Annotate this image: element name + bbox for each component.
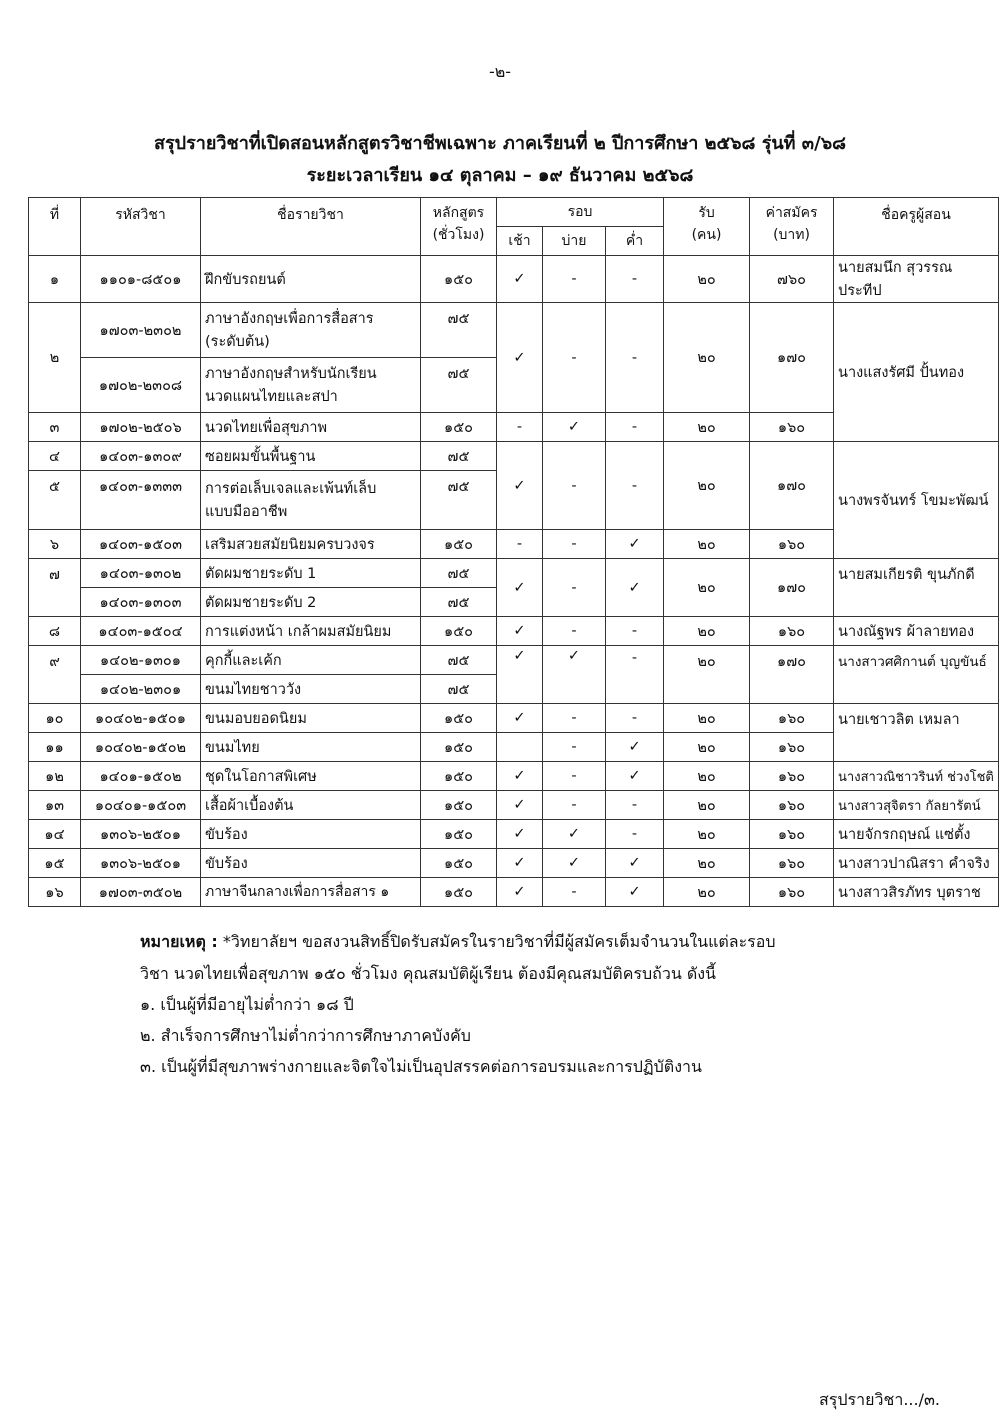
cell-fee: ๑๖๐ (750, 413, 834, 442)
cell-name: เสริมสวยสมัยนิยมครบวงจร (201, 530, 421, 559)
cell-fee: ๑๖๐ (750, 617, 834, 646)
header-fee-line1: ค่าสมัคร (765, 205, 818, 221)
cell-no: ๙ (29, 646, 81, 704)
cell-name (201, 471, 421, 530)
table-row (29, 617, 999, 646)
cell-no: ๗ (29, 559, 81, 617)
cell-evening: - (606, 617, 664, 646)
cell-evening: ✓ (606, 733, 664, 762)
header-morning: เช้า (497, 227, 543, 256)
cell-teacher: นางณัฐพร ผ้าลายทอง (834, 617, 999, 646)
cell-capacity: ๒๐ (664, 849, 750, 878)
cell-hours: ๑๕๐ (421, 733, 497, 762)
cell-fee: ๗๖๐ (750, 256, 834, 303)
cell-teacher: นางพรจันทร์ โขมะพัฒน์ (834, 442, 999, 559)
cell-no: ๘ (29, 617, 81, 646)
table-row (29, 849, 999, 878)
cell-afternoon: - (543, 559, 606, 617)
table-row (29, 646, 999, 675)
cell-evening: - (606, 413, 664, 442)
cell-fee: ๑๖๐ (750, 849, 834, 878)
cell-teacher: นายสมเกียรติ ขุนภักดี (834, 559, 999, 617)
cell-code: ๑๗๐๒-๒๕๐๖ (81, 413, 201, 442)
cell-no: ๒ (29, 303, 81, 413)
cell-evening: - (606, 303, 664, 413)
cell-capacity: ๒๐ (664, 413, 750, 442)
header-hours (421, 198, 497, 256)
cell-hours: ๗๕ (421, 646, 497, 675)
header-fee (750, 198, 834, 256)
cell-evening: ✓ (606, 762, 664, 791)
cell-morning: ✓ (497, 303, 543, 413)
cell-afternoon: ✓ (543, 820, 606, 849)
cell-hours: ๗๕ (421, 442, 497, 471)
table-row (29, 303, 999, 358)
cell-name: ขับร้อง (201, 849, 421, 878)
cell-name-line1: ภาษาอังกฤษสำหรับนักเรียน (205, 366, 377, 382)
cell-afternoon: - (543, 704, 606, 733)
cell-fee: ๑๗๐ (750, 442, 834, 530)
cell-hours: ๗๕ (421, 303, 497, 358)
note-item1: ๑. เป็นผู้ที่มีอายุไม่ต่ำกว่า ๑๘ ปี (140, 995, 354, 1014)
cell-teacher: นายเชาวลิต เหมลา (834, 704, 999, 762)
cell-morning: ✓ (497, 704, 543, 733)
cell-code: ๑๐๔๐๒-๑๕๐๑ (81, 704, 201, 733)
cell-afternoon: - (543, 878, 606, 907)
cell-capacity: ๒๐ (664, 442, 750, 530)
cell-teacher: นางสาวสิรภัทร บุตราช (834, 878, 999, 907)
header-teacher: ชื่อครูผู้สอน (834, 198, 999, 256)
cell-afternoon: - (543, 733, 606, 762)
table-row (29, 762, 999, 791)
cell-code: ๑๔๐๓-๑๓๐๒ (81, 559, 201, 588)
header-no: ที่ (29, 198, 81, 256)
cell-morning: ✓ (497, 878, 543, 907)
cell-no: ๑๔ (29, 820, 81, 849)
cell-capacity: ๒๐ (664, 530, 750, 559)
cell-evening: - (606, 646, 664, 704)
header-capacity-line2: (คน) (691, 227, 722, 243)
continuation-footer: สรุปรายวิชา.../๓. (819, 1390, 940, 1409)
cell-hours: ๑๕๐ (421, 530, 497, 559)
note-line2: วิชา นวดไทยเพื่อสุขภาพ ๑๕๐ ชั่วโมง คุณสมบัติผู้เรียน ต้องมีคุณสมบัติครบถ้วน ดังนี้ (140, 964, 716, 983)
cell-name: ภาษาจีนกลางเพื่อการสื่อสาร ๑ (201, 878, 421, 907)
header-fee-line2: (บาท) (773, 227, 810, 243)
cell-name: ขับร้อง (201, 820, 421, 849)
cell-capacity: ๒๐ (664, 733, 750, 762)
cell-no: ๑ (29, 256, 81, 303)
cell-name: ตัดผมชายระดับ 2 (201, 588, 421, 617)
cell-code: ๑๗๐๓-๒๓๐๒ (81, 303, 201, 358)
cell-name: คุกกี้และเค้ก (201, 646, 421, 675)
cell-no: ๑๓ (29, 791, 81, 820)
document-title: สรุปรายวิชาที่เปิดสอนหลักสูตรวิชาชีพเฉพาะ ภาคเรียนที่ ๒ ปีการศึกษา ๒๕๖๘ รุ่นที่ ๓/๖๘ (153, 133, 846, 154)
cell-evening: - (606, 704, 664, 733)
cell-capacity: ๒๐ (664, 559, 750, 617)
cell-teacher: นายจักรกฤษณ์ แซ่ตั้ง (834, 820, 999, 849)
header-afternoon: บ่าย (543, 227, 606, 256)
cell-code: ๑๐๔๐๑-๑๕๐๓ (81, 791, 201, 820)
cell-code: ๑๔๐๒-๒๓๐๑ (81, 675, 201, 704)
cell-name-line2: (ระดับต้น) (205, 334, 270, 350)
cell-no: ๑๖ (29, 878, 81, 907)
cell-morning: ✓ (497, 646, 543, 704)
cell-name: ขนมไทยชาววัง (201, 675, 421, 704)
header-sessions: รอบ (497, 198, 664, 227)
cell-code: ๑๐๔๐๒-๑๕๐๒ (81, 733, 201, 762)
cell-capacity: ๒๐ (664, 878, 750, 907)
cell-evening: ✓ (606, 559, 664, 617)
cell-capacity: ๒๐ (664, 791, 750, 820)
header-hours-line2: (ชั่วโมง) (432, 227, 485, 243)
cell-no: ๑๒ (29, 762, 81, 791)
cell-afternoon: - (543, 617, 606, 646)
cell-evening: ✓ (606, 530, 664, 559)
cell-name: ชุดในโอกาสพิเศษ (201, 762, 421, 791)
cell-name: ตัดผมชายระดับ 1 (201, 559, 421, 588)
cell-code: ๑๑๐๑-๘๕๐๑ (81, 256, 201, 303)
header-hours-line1: หลักสูตร (432, 205, 485, 221)
cell-afternoon: ✓ (543, 646, 606, 704)
cell-hours: ๑๕๐ (421, 791, 497, 820)
cell-no: ๖ (29, 530, 81, 559)
cell-fee: ๑๖๐ (750, 791, 834, 820)
course-schedule-table (28, 197, 999, 907)
cell-afternoon: - (543, 530, 606, 559)
cell-teacher: นางแสงรัศมี ปั้นทอง (834, 303, 999, 442)
cell-hours: ๑๕๐ (421, 256, 497, 303)
cell-morning (497, 733, 543, 762)
cell-code: ๑๔๐๓-๑๕๐๓ (81, 530, 201, 559)
table-row (29, 820, 999, 849)
document-subtitle: ระยะเวลาเรียน ๑๔ ตุลาคม – ๑๙ ธันวาคม ๒๕๖๘ (306, 165, 694, 186)
cell-hours: ๑๕๐ (421, 617, 497, 646)
cell-name-line1: การต่อเล็บเจลและเพ้นท์เล็บ (205, 481, 377, 497)
cell-teacher: นางสาวปาณิสรา คำจริง (834, 849, 999, 878)
cell-capacity: ๒๐ (664, 303, 750, 413)
cell-name: ขนมไทย (201, 733, 421, 762)
cell-afternoon: ✓ (543, 849, 606, 878)
cell-morning: ✓ (497, 762, 543, 791)
cell-name: นวดไทยเพื่อสุขภาพ (201, 413, 421, 442)
cell-fee: ๑๖๐ (750, 530, 834, 559)
cell-code: ๑๔๐๒-๑๓๐๑ (81, 646, 201, 675)
cell-fee: ๑๗๐ (750, 646, 834, 704)
cell-name: ฝึกขับรถยนต์ (201, 256, 421, 303)
cell-name-line2: นวดแผนไทยและสปา (205, 389, 338, 405)
cell-code: ๑๔๐๓-๑๓๓๓ (81, 471, 201, 530)
table-row (29, 256, 999, 303)
cell-hours: ๑๕๐ (421, 849, 497, 878)
cell-hours: ๗๕ (421, 471, 497, 530)
cell-morning: ✓ (497, 256, 543, 303)
cell-fee: ๑๖๐ (750, 733, 834, 762)
cell-hours: ๗๕ (421, 675, 497, 704)
cell-no: ๑๐ (29, 704, 81, 733)
cell-no: ๑๕ (29, 849, 81, 878)
cell-morning: ✓ (497, 791, 543, 820)
note-label: หมายเหตุ : (140, 932, 218, 951)
cell-afternoon: - (543, 791, 606, 820)
table-row (29, 704, 999, 733)
cell-morning: ✓ (497, 559, 543, 617)
cell-morning: - (497, 530, 543, 559)
cell-morning: ✓ (497, 849, 543, 878)
cell-hours: ๑๕๐ (421, 820, 497, 849)
cell-evening: - (606, 442, 664, 530)
cell-no: ๑๑ (29, 733, 81, 762)
table-row (29, 559, 999, 588)
header-capacity (664, 198, 750, 256)
cell-capacity: ๒๐ (664, 762, 750, 791)
cell-fee: ๑๖๐ (750, 762, 834, 791)
cell-hours: ๑๕๐ (421, 704, 497, 733)
cell-afternoon: - (543, 256, 606, 303)
cell-name-line2: แบบมืออาชีพ (205, 504, 288, 520)
header-evening: ค่ำ (606, 227, 664, 256)
note-item2: ๒. สำเร็จการศึกษาไม่ต่ำกว่าการศึกษาภาคบังคับ (140, 1026, 471, 1045)
cell-code: ๑๔๐๓-๑๓๐๓ (81, 588, 201, 617)
cell-afternoon: - (543, 442, 606, 530)
header-name: ชื่อรายวิชา (201, 198, 421, 256)
cell-capacity: ๒๐ (664, 617, 750, 646)
cell-no: ๓ (29, 413, 81, 442)
cell-teacher: นางสาวสุจิตรา กัลยารัตน์ (834, 791, 999, 820)
header-code: รหัสวิชา (81, 198, 201, 256)
cell-name: การแต่งหน้า เกล้าผมสมัยนิยม (201, 617, 421, 646)
page-number: -๒- (488, 62, 512, 81)
cell-fee: ๑๖๐ (750, 704, 834, 733)
cell-fee: ๑๗๐ (750, 559, 834, 617)
cell-afternoon: ✓ (543, 413, 606, 442)
cell-code: ๑๔๐๑-๑๕๐๒ (81, 762, 201, 791)
cell-fee: ๑๗๐ (750, 303, 834, 413)
cell-code: ๑๓๐๖-๒๕๐๑ (81, 849, 201, 878)
cell-code: ๑๔๐๓-๑๓๐๙ (81, 442, 201, 471)
header-capacity-line1: รับ (698, 205, 715, 221)
cell-morning: - (497, 413, 543, 442)
cell-no: ๕ (29, 471, 81, 530)
cell-evening: - (606, 791, 664, 820)
cell-capacity: ๒๐ (664, 704, 750, 733)
cell-teacher: นายสมนึก สุวรรณประทีป (834, 256, 999, 303)
cell-fee: ๑๖๐ (750, 820, 834, 849)
cell-capacity: ๒๐ (664, 820, 750, 849)
cell-fee: ๑๖๐ (750, 878, 834, 907)
table-row (29, 442, 999, 471)
cell-teacher: นางสาวศศิกานต์ บุญขันธ์ (834, 646, 999, 704)
cell-name (201, 303, 421, 358)
cell-afternoon: - (543, 303, 606, 413)
cell-no: ๔ (29, 442, 81, 471)
note-item3: ๓. เป็นผู้ที่มีสุขภาพร่างกายและจิตใจไม่เป็นอุปสรรคต่อการอบรมและการปฏิบัติงาน (140, 1057, 702, 1076)
cell-hours: ๗๕ (421, 358, 497, 413)
cell-hours: ๑๕๐ (421, 878, 497, 907)
cell-hours: ๗๕ (421, 588, 497, 617)
cell-evening: ✓ (606, 849, 664, 878)
cell-teacher: นางสาวณิชาวรินท์ ช่วงโชติ (834, 762, 999, 791)
cell-code: ๑๗๐๓-๓๕๐๒ (81, 878, 201, 907)
cell-hours: ๑๕๐ (421, 762, 497, 791)
cell-afternoon: - (543, 762, 606, 791)
cell-hours: ๗๕ (421, 559, 497, 588)
cell-morning: ✓ (497, 820, 543, 849)
cell-evening: ✓ (606, 878, 664, 907)
table-row (29, 791, 999, 820)
cell-hours: ๑๕๐ (421, 413, 497, 442)
cell-code: ๑๔๐๓-๑๕๐๔ (81, 617, 201, 646)
cell-name (201, 358, 421, 413)
table-row (29, 878, 999, 907)
cell-code: ๑๓๐๖-๒๕๐๑ (81, 820, 201, 849)
note-text1: *วิทยาลัยฯ ขอสงวนสิทธิ์ปิดรับสมัครในรายวิชาที่มีผู้สมัครเต็มจำนวนในแต่ละรอบ (222, 932, 776, 951)
cell-evening: - (606, 820, 664, 849)
cell-name-line1: ภาษาอังกฤษเพื่อการสื่อสาร (205, 311, 374, 327)
cell-morning: ✓ (497, 617, 543, 646)
cell-evening: - (606, 256, 664, 303)
cell-name: ขนมอบยอดนิยม (201, 704, 421, 733)
cell-capacity: ๒๐ (664, 256, 750, 303)
cell-name: เสื้อผ้าเบื้องต้น (201, 791, 421, 820)
cell-capacity: ๒๐ (664, 646, 750, 704)
note-line1 (140, 930, 776, 955)
cell-morning: ✓ (497, 442, 543, 530)
cell-code: ๑๗๐๒-๒๓๐๘ (81, 358, 201, 413)
header-row (29, 198, 999, 227)
cell-name: ซอยผมขั้นพื้นฐาน (201, 442, 421, 471)
